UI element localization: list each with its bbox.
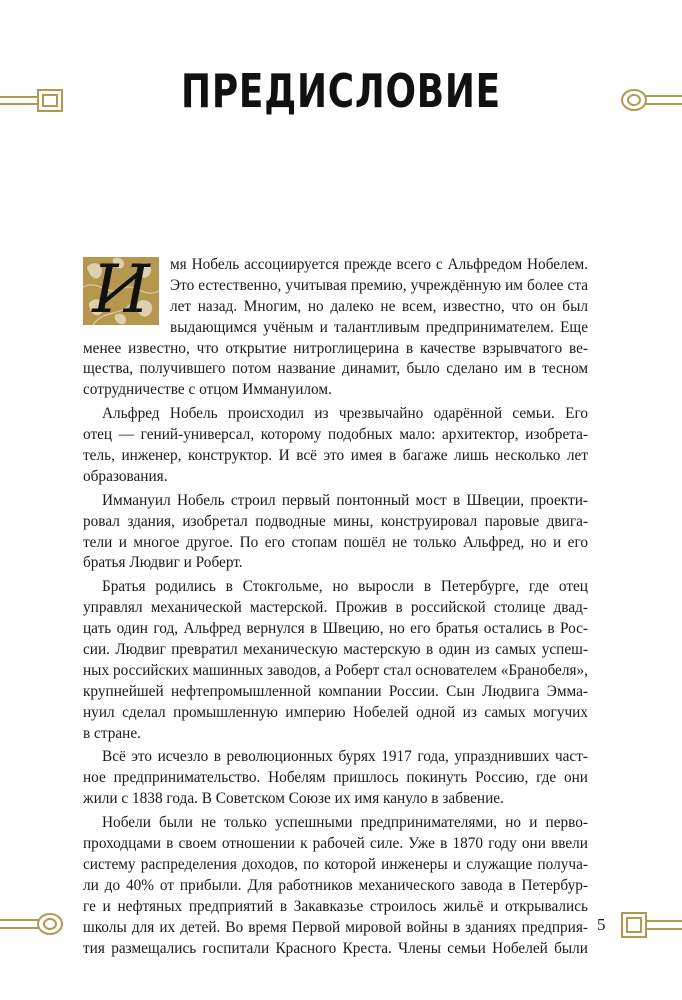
text-line: проходцами в своем отношении к рабочей силе. Уже в 1870 году они ввели [83, 835, 588, 853]
text-line: цать один год, Альфред вернулся в Швецию, но его братья остались в Рос- [83, 620, 588, 638]
text-line: Братья родились в Стокгольме, но выросли в Петербурге, где отец [102, 578, 588, 596]
paragraph [83, 404, 588, 488]
text-line: Всё это исчезло в революционных бурях 1917 года, упразднивших част- [102, 748, 588, 766]
page-number: 5 [597, 915, 606, 934]
text-line: ровал здания, изобретал подводные мины, конструировал паровые двига- [83, 512, 588, 530]
text-line: Это естественно, учитывая премию, учреждённую им более ста [170, 276, 588, 294]
text-line: тия размещались госпитали Красного Креста. Члены семьи Нобелей были [83, 939, 588, 957]
paragraph [83, 577, 588, 744]
text-line: управлял механической мастерской. Прожив в российской столице двад- [83, 599, 588, 617]
text-line: ное предпринимательство. Нобелям пришлось покинуть Россию, где они [83, 769, 588, 787]
text-line: ге и нефтяных предприятий в Закавказье строилось жильё и открывались [83, 897, 588, 915]
text-line: лет назад. Многим, но далеко не всем, известно, что он был [170, 297, 588, 315]
text-line: крупнейшей нефтепромышленной компании России. Сын Людвига Эмма- [83, 682, 588, 700]
text-line: школы для их детей. Во время Первой мировой войны в зданиях предприя- [83, 918, 588, 936]
text-line: выдающимся учёным и талантливым предпринимателем. Еще [170, 318, 588, 336]
text-line: мя Нобель ассоциируется прежде всего с Альфредом Нобелем. [170, 256, 588, 273]
text-line: щества, получившего потом название динамит, было сделано им в тесном [83, 360, 588, 378]
text-line: ли до 40% от прибыли. Для работников механического завода в Петербур- [83, 876, 588, 894]
text-line: отец — гений-универсал, которому подобных мало: архитектор, изобрета- [83, 426, 588, 444]
text-line: нуил сделал промышленную империю Нобелей одной из самых могучих [83, 703, 588, 721]
text-line: тель, инженер, конструктор. И всё это имея в багаже лишь несколько лет [83, 447, 588, 465]
text-line: ных российских машинных заводов, а Роберт стал основателем «Бранобеля», [83, 661, 588, 679]
paragraph [83, 255, 588, 401]
text-line: сотрудничестве с отцом Иммануилом. [83, 381, 332, 399]
text-line: систему распределения доходов, по которой инженеры и служащие получа- [83, 855, 588, 873]
key-ornament-icon [620, 910, 682, 940]
ring-ornament-icon [0, 911, 66, 937]
ring-ornament-icon [620, 87, 682, 113]
text-line: жили с 1838 года. В Советском Союзе их имя кануло в забвение. [83, 790, 504, 808]
page-title: ПРЕДИСЛОВИЕ [181, 64, 501, 118]
text-line: менее известно, что открытие нитроглицерина в качестве взрывчатого ве- [83, 339, 588, 357]
text-line: в стране. [83, 724, 141, 742]
paragraph [83, 813, 588, 959]
drop-cap-letter: И [92, 257, 150, 325]
paragraph [83, 491, 588, 575]
text-line: Альфред Нобель происходил из чрезвычайно одарённой семьи. Его [102, 405, 588, 423]
text-line: Нобели были не только успешными предпринимателями, но и перво- [102, 814, 588, 832]
paragraph [83, 747, 588, 810]
body-text [83, 255, 588, 962]
text-line: сии. Людвиг превратил механическую мастерскую в один из самых успеш- [83, 641, 588, 659]
text-line: тели и многое другое. По его стопам пошёл не только Альфред, но и его [83, 533, 588, 551]
text-line: Иммануил Нобель строил первый понтонный мост в Швеции, проекти- [102, 491, 588, 509]
text-line: образования. [83, 467, 168, 485]
key-ornament-icon [0, 88, 70, 114]
text-line: братья Людвиг и Роберт. [83, 554, 243, 572]
